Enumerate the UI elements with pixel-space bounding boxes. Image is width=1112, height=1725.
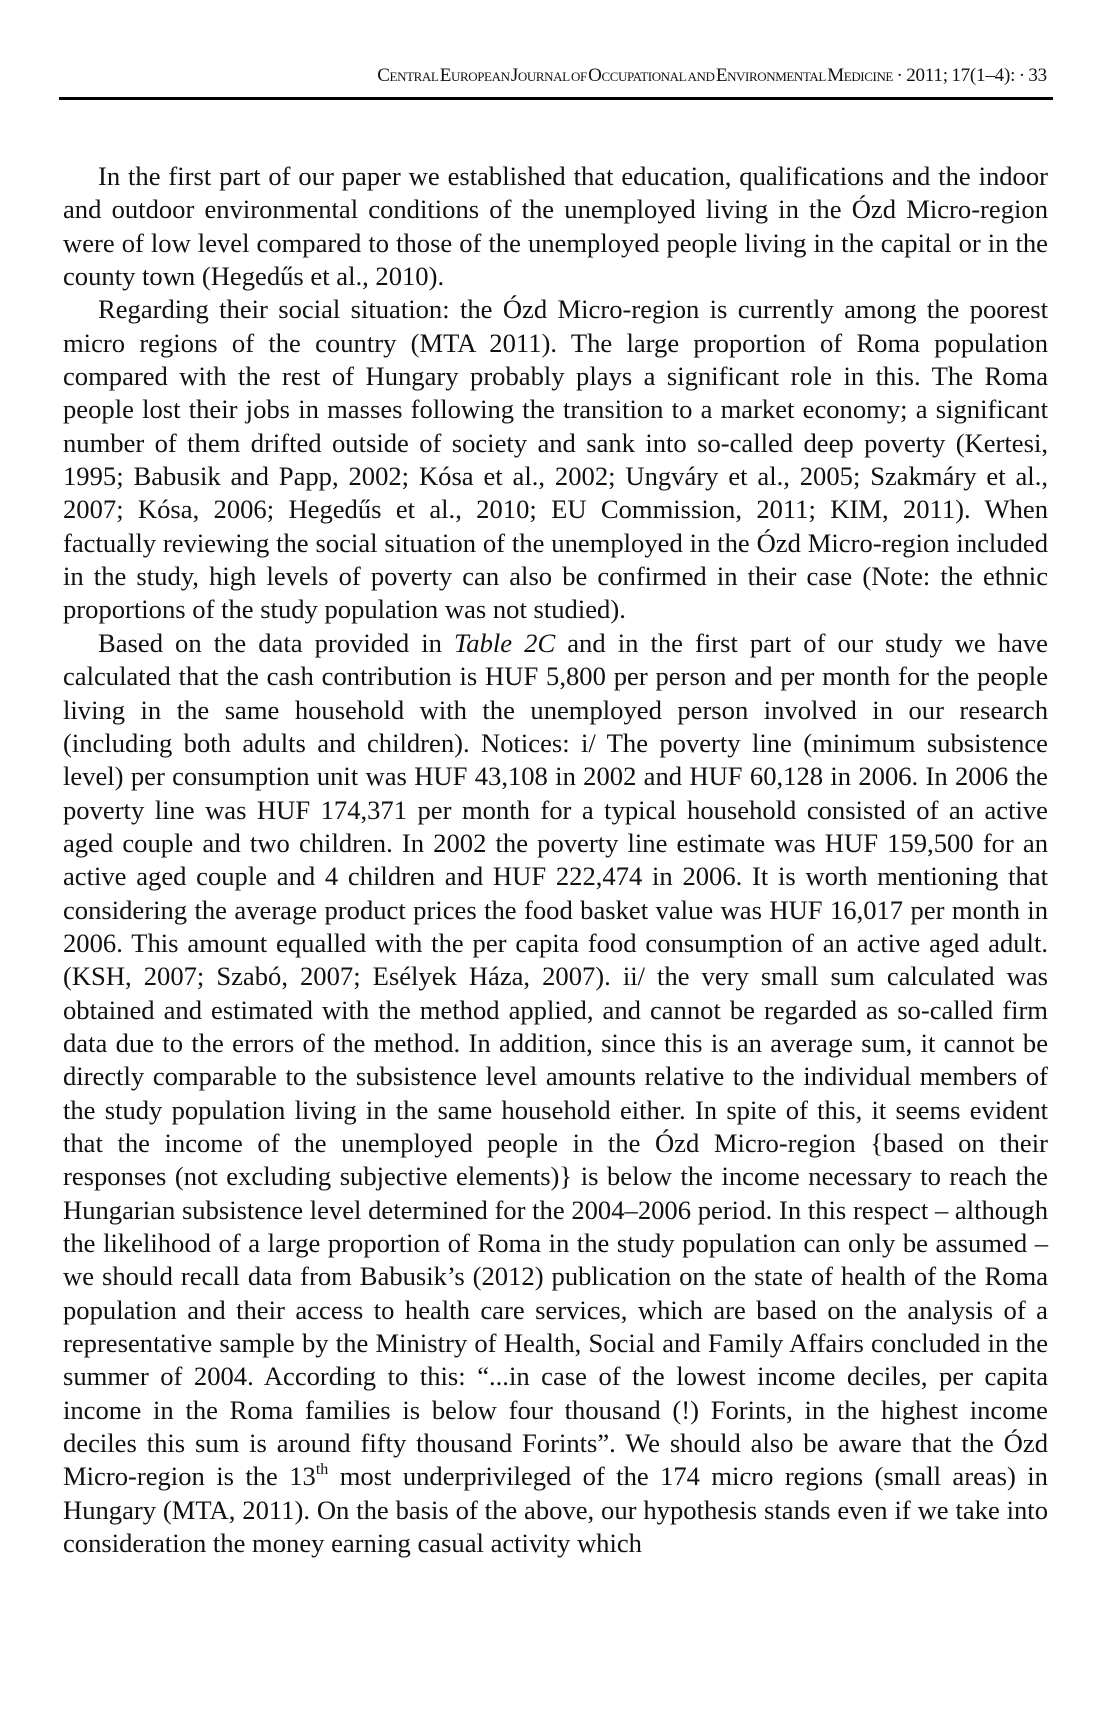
header-separator: · [892, 65, 907, 86]
article-body [63, 160, 1048, 1560]
paragraph-2: Regarding their social situation: the Ózd Micro-region is currently among the poorest micro regions of the country (MTA 2011). The large proportion of Roma population compared with the rest of Hungary probably plays a significant role in this. The Roma people lost their jobs in masses following the transition to a market economy; a significant number of them drifted outside of society and sank into so-called deep poverty (Kertesi, 1995; Babusik and Papp, 2002; Kósa et al., 2002; Ungváry et al., 2005; Szakmáry et al., 2007; Kósa, 2006; Hegedűs et al., 2010; EU Commission, 2011; KIM, 2011). When factually reviewing the social situation of the unemployed in the Ózd Micro-region included in the study, high levels of poverty can also be confirmed in their case (Note: the ethnic proportions of the study population was not studied). [63, 294, 1048, 625]
paragraph-3-text-c: most underprivileged of the 174 micro regions (small areas) in Hungary (MTA, 2011). On the basis of the above, our hypothesis stands even if we take into consideration the money earning casual activity which [63, 1461, 1048, 1559]
paragraph-3 [63, 627, 1048, 1561]
paragraph-1: In the first part of our paper we established that education, qualifications and the indoor and outdoor environmental conditions of the unemployed living in the Ózd Micro-region were of low level compared to those of the unemployed people living in the capital or in the county town (Hegedűs et al., 2010). [63, 161, 1048, 292]
header-rule [59, 97, 1053, 100]
journal-title: Central European Journal of Occupational and Environmental Medicine [377, 65, 893, 86]
table-reference: Table 2C [453, 627, 556, 658]
volume-page-citation: 2011; 17(1–4): · 33 [906, 65, 1047, 86]
paragraph-3-text-a: Based on the data provided in [98, 627, 454, 658]
running-header [59, 62, 1047, 90]
paragraph-3-text-b: and in the first part of our study we have calculated that the cash contribution is HUF 5,800 per person and per month for the people living in the same household with the unemployed person involved in our research (including both adults and children). Notices: i/ The poverty line (minimum subsistence level) per consumption unit was HUF 43,108 in 2002 and HUF 60,128 in 2006. In 2006 the poverty line was HUF 174,371 per month for a typical household consisted of an active aged couple and two children. In 2002 the poverty line estimate was HUF 159,500 for an active aged couple and 4 children and HUF 222,474 in 2006. It is worth mentioning that considering the average product prices the food basket value was HUF 16,017 per month in 2006. This amount equalled with the per capita food consumption of an active aged adult. (KSH, 2007; Szabó, 2007; Esélyek Háza, 2007). ii/ the very small sum calculated was obtained and estimated with the method applied, and cannot be regarded as so-called firm data due to the errors of the method. In addition, since this is an average sum, it cannot be directly comparable to the subsistence level amounts relative to the individual members of the study population living in the same household either. In spite of this, it seems evident that the income of the unemployed people in the Ózd Micro-region {based on their responses (not excluding subjective elements)} is below the income necessary to reach the Hungarian subsistence level determined for the 2004–2006 period. In this respect – although the likelihood of a large proportion of Roma in the study population can only be assumed – we should recall data from Babusik’s (2012) publication on the state of health of the Roma population and their access to health care services, which are based on the analysis of a representative sample by the Ministry of Health, Social and Family Affairs concluded in the summer of 2004. According to this: “...in case of the lowest income deciles, per capita income in the Roma families is below four thousand (!) Forints, in the highest income deciles this sum is around fifty thousand Forints”. We should also be aware that the Ózd Micro-region is the 13 [63, 627, 1048, 1492]
ordinal-superscript: th [315, 1461, 329, 1479]
